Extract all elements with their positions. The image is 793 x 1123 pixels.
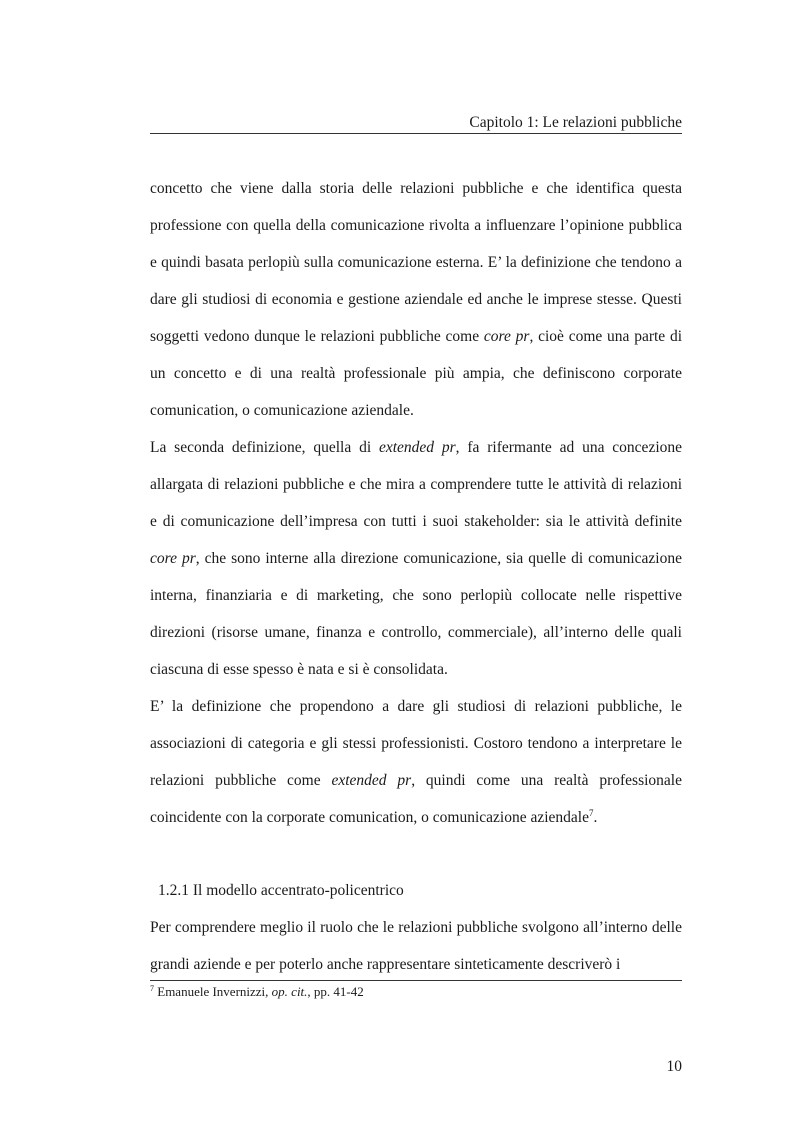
footnote-reference: 7 xyxy=(588,808,594,818)
subsection-title: 1.2.1 Il modello accentrato-policentrico xyxy=(158,882,404,899)
paragraph: concetto che viene dalla storia delle relazioni pubbliche e che identifica questa professione con quella della comunicazione rivolta a influenzare l’opinione pubblica e quindi basata perlopiù sulla comunicazione esterna. E’ la definizione che tendono a dare gli studiosi di economia e gestione aziendale ed anche le imprese stesse. Questi soggetti vedono dunque le relazioni pubbliche come core pr, cioè come una parte di un concetto e di una realtà professionale più ampia, che definiscono corporate comunication, o comunicazione aziendale. xyxy=(150,180,683,419)
main-text xyxy=(150,170,682,983)
paragraph: La seconda definizione, quella di extended pr, fa rifermante ad una concezione allargata di relazioni pubbliche e che mira a comprendere tutte le attività di relazioni e di comunicazione dell’impresa con tutti i suoi stakeholder: sia le attività definite core pr, che sono interne alla direzione comunicazione, sia quelle di comunicazione interna, finanziaria e di marketing, che sono perlopiù collocate nelle rispettive direzioni (risorse umane, finanza e controllo, commerciale), all’interno delle quali ciascuna di esse spesso è nata e si è consolidata. xyxy=(150,439,683,678)
footnote: $^7$ Emanuele Invernizzi, op. cit., pp. 41-42 xyxy=(150,984,364,999)
footnote-rule xyxy=(150,980,682,981)
running-header: Capitolo 1: Le relazioni pubbliche xyxy=(469,114,682,131)
header-rule xyxy=(150,133,682,134)
paragraph: Per comprendere meglio il ruolo che le relazioni pubbliche svolgono all’interno delle grandi aziende e per poterlo anche rappresentare sinteticamente descriverò i xyxy=(150,919,682,973)
footnote-number: 7 xyxy=(150,984,154,993)
paragraph: E’ la definizione che propendono a dare gli studiosi di relazioni pubbliche, le associazioni di categoria e gli stessi professionisti. Costoro tendono a interpretare le relazioni pubbliche come extended pr, quindi come una realtà professionale coincidente con la corporate comunication, o comunicazione aziendale$^7$. xyxy=(150,698,682,826)
page-number: 10 xyxy=(666,1058,682,1075)
